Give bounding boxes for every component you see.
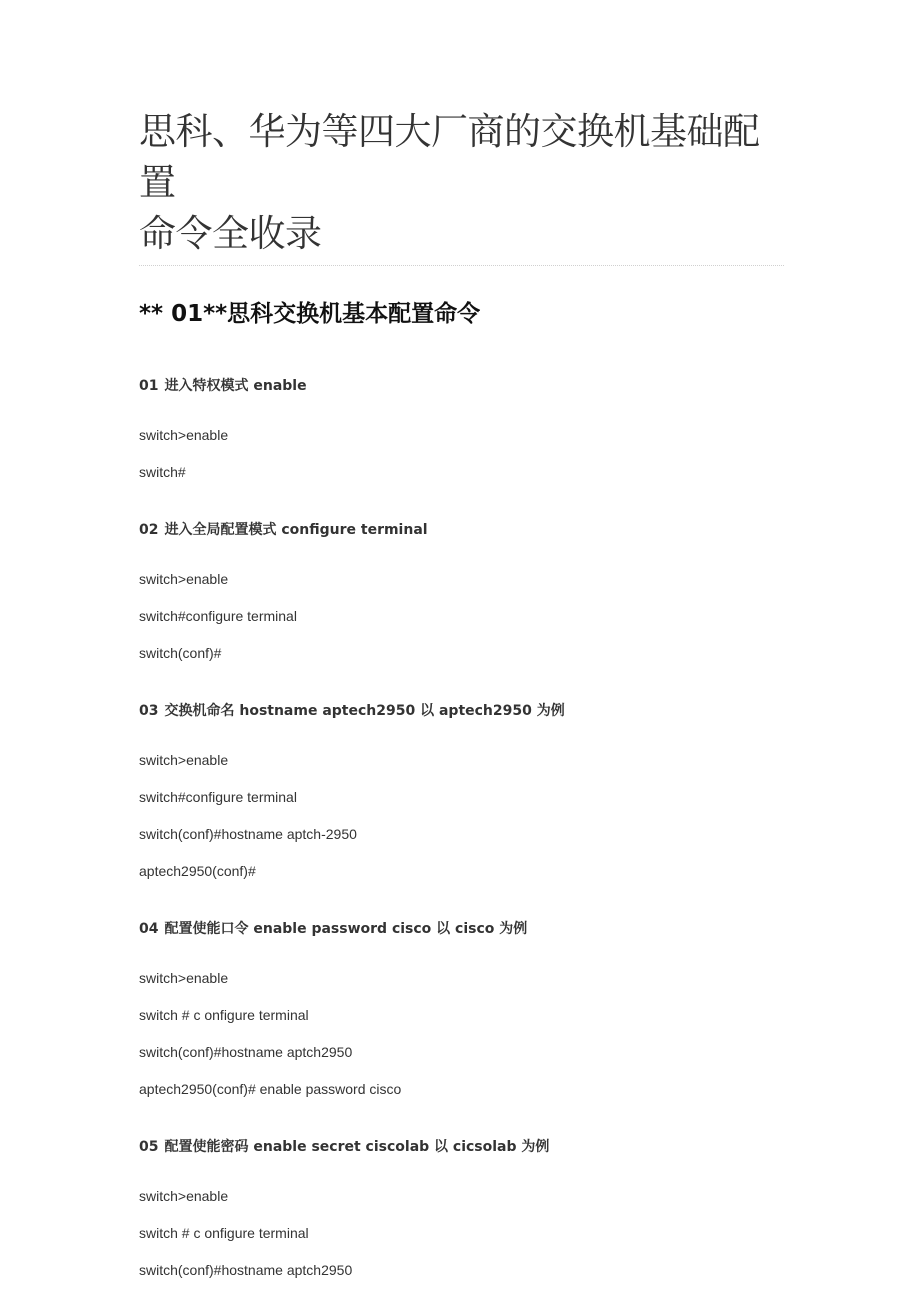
- command-item-number: 02: [139, 522, 159, 538]
- section-heading: ** 01**思科交换机基本配置命令: [139, 301, 481, 327]
- command-line: switch(conf)#: [139, 645, 222, 661]
- command-item: [139, 701, 784, 881]
- command-line: aptech2950(conf)#: [139, 863, 256, 879]
- command-list: [139, 376, 784, 1280]
- command-item-number: 01: [139, 378, 159, 394]
- command-line: switch(conf)#hostname aptch-2950: [139, 826, 357, 842]
- command-line: switch>enable: [139, 1188, 229, 1204]
- command-item-title: 交换机命名 hostname aptech2950 以 aptech2950 为例: [164, 703, 565, 719]
- command-item-heading: [139, 376, 784, 396]
- command-line: switch>enable: [139, 970, 229, 986]
- command-item-heading: [139, 701, 784, 721]
- command-item-heading: [139, 919, 784, 939]
- command-line: switch(conf)#hostname aptch2950: [139, 1044, 353, 1060]
- command-line: switch>enable: [139, 571, 229, 587]
- command-item-heading: [139, 1137, 784, 1157]
- command-item-number: 04: [139, 921, 159, 937]
- document-title: [139, 106, 784, 266]
- command-line: switch # c onfigure terminal: [139, 1225, 309, 1241]
- command-item: [139, 376, 784, 482]
- title-line-1: 思科、华为等四大厂商的交换机基础配置: [139, 110, 760, 204]
- command-line: switch#: [139, 464, 186, 480]
- command-item: [139, 919, 784, 1099]
- command-item-title: 进入全局配置模式 configure terminal: [164, 522, 428, 538]
- command-line: switch # c onfigure terminal: [139, 1007, 309, 1023]
- command-line: switch#configure terminal: [139, 789, 297, 805]
- command-item-title: 进入特权模式 enable: [164, 378, 307, 394]
- command-item-number: 05: [139, 1139, 159, 1155]
- command-item: [139, 520, 784, 663]
- command-line: switch>enable: [139, 752, 229, 768]
- document-page: [139, 106, 784, 1280]
- command-line: aptech2950(conf)# enable password cisco: [139, 1081, 402, 1097]
- command-item: [139, 1137, 784, 1280]
- command-item-title: 配置使能密码 enable secret ciscolab 以 cicsolab 为例: [164, 1139, 550, 1155]
- command-line: switch#configure terminal: [139, 608, 297, 624]
- title-line-2: 命令全收录: [139, 212, 322, 255]
- command-line: switch(conf)#hostname aptch2950: [139, 1262, 353, 1278]
- command-item-title: 配置使能口令 enable password cisco 以 cisco 为例: [164, 921, 528, 937]
- command-line: switch>enable: [139, 427, 229, 443]
- command-item-heading: [139, 520, 784, 540]
- command-item-number: 03: [139, 703, 159, 719]
